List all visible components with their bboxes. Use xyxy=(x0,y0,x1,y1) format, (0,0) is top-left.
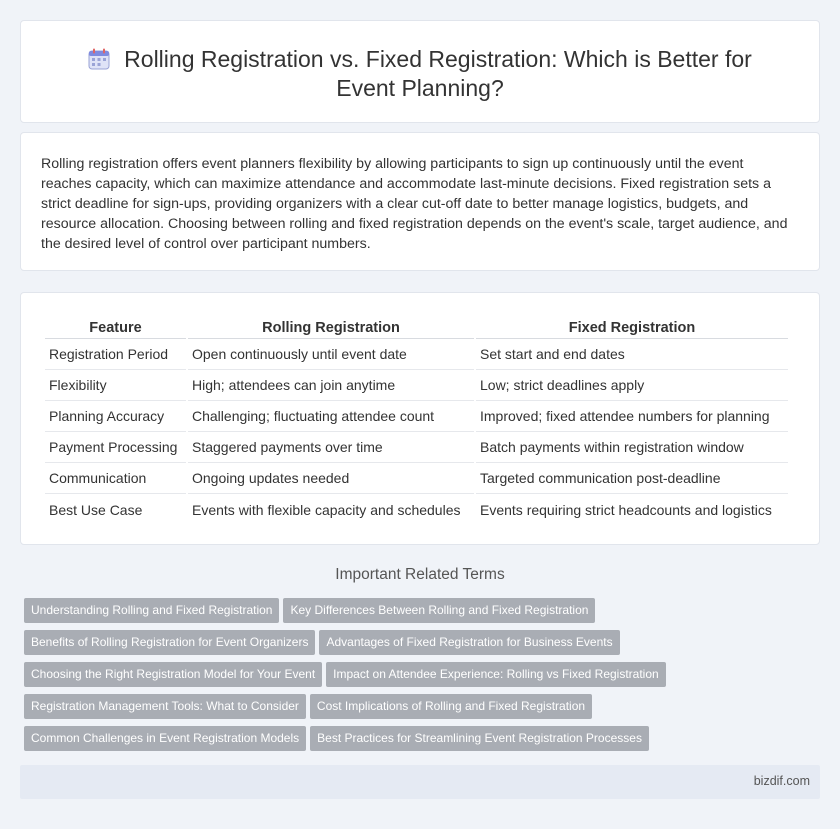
table-cell: Batch payments within registration window xyxy=(476,432,788,463)
related-term-tag[interactable]: Choosing the Right Registration Model for Your Event xyxy=(24,662,322,687)
table-cell: Challenging; fluctuating attendee count xyxy=(188,401,474,432)
table-row xyxy=(45,494,788,525)
table-header-row xyxy=(45,316,788,339)
page-title-row xyxy=(21,45,819,103)
table-cell: Improved; fixed attendee numbers for planning xyxy=(476,401,788,432)
column-header-fixed: Fixed Registration xyxy=(476,316,788,339)
tag-row xyxy=(24,726,804,758)
column-header-feature: Feature xyxy=(45,316,186,339)
related-terms-list xyxy=(24,598,804,758)
table-cell: Registration Period xyxy=(45,339,186,370)
tag-row xyxy=(24,630,804,662)
table-cell: Flexibility xyxy=(45,370,186,401)
tag-row xyxy=(24,662,804,694)
table-cell: Best Use Case xyxy=(49,501,143,518)
page-title: Rolling Registration vs. Fixed Registration: Which is Better for Event Planning? xyxy=(124,46,752,101)
table-cell: Ongoing updates needed xyxy=(188,463,474,494)
related-term-tag[interactable]: Common Challenges in Event Registration Models xyxy=(24,726,306,751)
calendar-icon xyxy=(88,48,110,70)
table-cell: Planning Accuracy xyxy=(45,401,186,432)
table-cell: Events with flexible capacity and schedules xyxy=(192,501,461,518)
comparison-table xyxy=(43,316,790,525)
table-row xyxy=(45,339,788,370)
related-terms-heading: Important Related Terms xyxy=(335,566,505,583)
table-cell: Payment Processing xyxy=(45,432,186,463)
table-row xyxy=(45,401,788,432)
table-cell: Open continuously until event date xyxy=(188,339,474,370)
table-cell: Targeted communication post-deadline xyxy=(476,463,788,494)
intro-card xyxy=(20,132,820,271)
related-term-tag[interactable]: Understanding Rolling and Fixed Registration xyxy=(24,598,279,623)
table-cell: Communication xyxy=(45,463,186,494)
tag-row xyxy=(24,598,804,630)
table-row xyxy=(45,432,788,463)
related-term-tag[interactable]: Benefits of Rolling Registration for Event Organizers xyxy=(24,630,315,655)
column-header-rolling: Rolling Registration xyxy=(188,316,474,339)
table-cell: Events requiring strict headcounts and logistics xyxy=(480,501,772,518)
table-cell: Staggered payments over time xyxy=(188,432,474,463)
related-term-tag[interactable]: Advantages of Fixed Registration for Business Events xyxy=(319,630,619,655)
related-term-tag[interactable]: Key Differences Between Rolling and Fixed Registration xyxy=(283,598,595,623)
footer-site-link[interactable]: bizdif.com xyxy=(753,774,810,788)
table-cell: Low; strict deadlines apply xyxy=(476,370,788,401)
related-term-tag[interactable]: Cost Implications of Rolling and Fixed Registration xyxy=(310,694,592,719)
table-row xyxy=(45,370,788,401)
related-term-tag[interactable]: Best Practices for Streamlining Event Registration Processes xyxy=(310,726,649,751)
tag-row xyxy=(24,694,804,726)
related-term-tag[interactable]: Registration Management Tools: What to Consider xyxy=(24,694,306,719)
intro-paragraph: Rolling registration offers event planners flexibility by allowing participants to sign up continuously until the event reaches capacity, which can maximize attendance and accommodate last-minute decisions. Fixed registration sets a strict deadline for sign-ups, providing organizers with a clear cut-off date to better manage logistics, budgets, and resource allocation. Choosing between rolling and fixed registration depends on the event's scale, target audience, and the desired level of control over participant numbers. xyxy=(41,156,788,252)
table-cell: Set start and end dates xyxy=(476,339,788,370)
table-cell: High; attendees can join anytime xyxy=(188,370,474,401)
title-card xyxy=(20,20,820,123)
footer-bar xyxy=(20,765,820,799)
comparison-card xyxy=(20,292,820,545)
table-row xyxy=(45,463,788,494)
related-term-tag[interactable]: Impact on Attendee Experience: Rolling vs Fixed Registration xyxy=(326,662,666,687)
